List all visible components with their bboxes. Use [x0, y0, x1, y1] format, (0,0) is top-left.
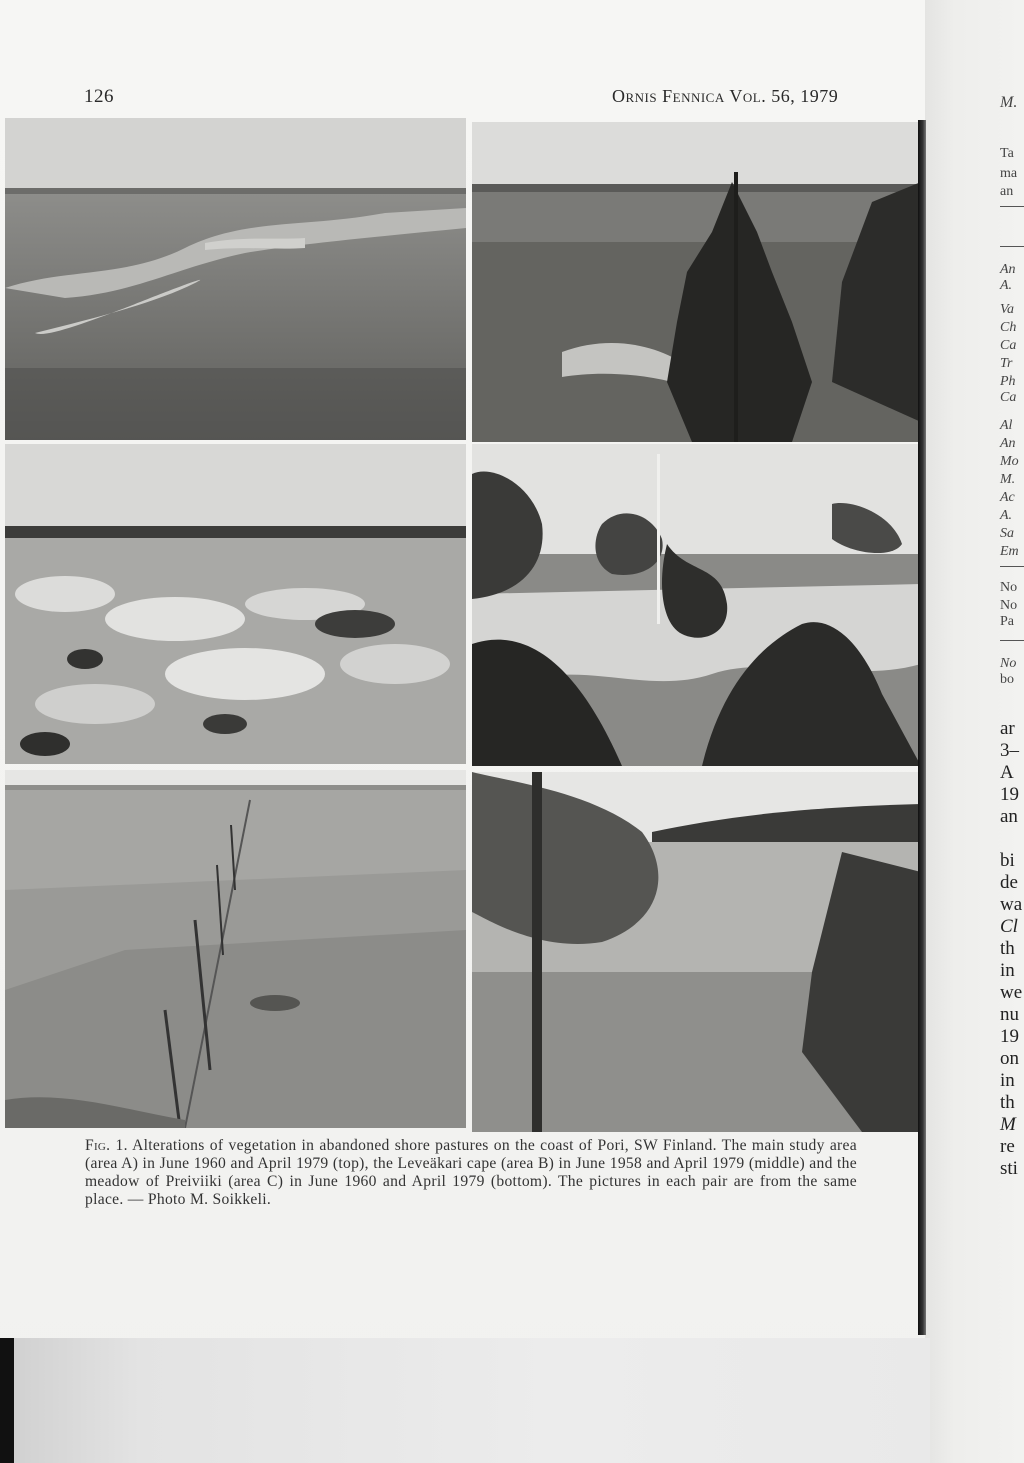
right-note-line: Pa	[1000, 614, 1014, 629]
right-footnote-line: bo	[1000, 672, 1014, 687]
page-number: 126	[84, 86, 114, 107]
right-species-line: A.	[1000, 278, 1013, 293]
right-body-line: ar	[1000, 718, 1015, 739]
photo-area-b-1958	[5, 444, 466, 764]
right-species-line: Em	[1000, 544, 1019, 559]
right-table-title-line: an	[1000, 184, 1014, 199]
right-body-line: th	[1000, 938, 1015, 959]
right-body-line: in	[1000, 1070, 1015, 1091]
photo-area-b-1979	[472, 444, 921, 766]
running-head: Ornis Fennica Vol. 56, 1979	[612, 86, 839, 106]
photo-area-a-1960	[5, 118, 466, 440]
right-species-line: Ca	[1000, 390, 1017, 405]
right-header-fragment: M.	[1000, 94, 1018, 111]
right-body-line: Cl	[1000, 916, 1018, 937]
right-species-line: Ch	[1000, 320, 1017, 335]
right-body-line: de	[1000, 872, 1018, 893]
right-species-line: Mo	[1000, 454, 1019, 469]
right-body-line: an	[1000, 806, 1018, 827]
right-body-line: nu	[1000, 1004, 1019, 1025]
right-table-rule	[1000, 566, 1024, 567]
right-body-line: M	[1000, 1114, 1016, 1135]
right-species-line: Tr	[1000, 356, 1013, 371]
right-body-line: in	[1000, 960, 1015, 981]
figure-caption	[85, 1137, 857, 1209]
photo-area-c-1979	[472, 772, 921, 1132]
right-table-title-line: ma	[1000, 166, 1018, 181]
figure-caption-text: Alterations of vegetation in abandoned shore pastures on the coast of Pori, SW Finland. The main study area (area A) in June 1960 and April 1979 (top), the Leveäkari cape (area B) in June 1958 and April 1979 (middle) and the meadow of Preiviiki (area C) in June 1960 and April 1979 (bottom). The pictures in each pair are from the same place. — Photo M. Soikkeli.	[85, 1137, 857, 1208]
photo-area-c-1960	[5, 770, 466, 1128]
right-species-line: Al	[1000, 418, 1013, 433]
right-body-line: re	[1000, 1136, 1015, 1157]
right-body-line: on	[1000, 1048, 1019, 1069]
right-body-line: bi	[1000, 850, 1015, 871]
book-spine-shadow	[918, 120, 926, 1335]
right-species-line: Ph	[1000, 374, 1016, 389]
right-species-line: A.	[1000, 508, 1013, 523]
right-footnote-line: No	[1000, 656, 1017, 671]
right-species-line: M.	[1000, 472, 1016, 487]
right-body-line: we	[1000, 982, 1023, 1003]
right-body-line: A	[1000, 762, 1014, 783]
right-species-line: An	[1000, 262, 1016, 277]
right-table-rule	[1000, 206, 1024, 207]
right-table-rule	[1000, 640, 1024, 641]
right-body-line: 19	[1000, 784, 1019, 805]
right-body-line: 3–	[1000, 740, 1019, 761]
right-table-rule	[1000, 246, 1024, 247]
right-species-line: An	[1000, 436, 1016, 451]
photo-area-a-1979	[472, 122, 921, 442]
scan-shadow-bottom	[0, 1338, 930, 1463]
right-body-line: sti	[1000, 1158, 1018, 1179]
right-note-line: No	[1000, 580, 1018, 595]
right-body-line: th	[1000, 1092, 1015, 1113]
right-note-line: No	[1000, 598, 1018, 613]
right-species-line: Sa	[1000, 526, 1014, 541]
figure-label: Fig. 1.	[85, 1137, 128, 1154]
right-table-title-line: Ta	[1000, 146, 1014, 161]
right-species-line: Va	[1000, 302, 1014, 317]
right-body-line: wa	[1000, 894, 1023, 915]
right-species-line: Ac	[1000, 490, 1015, 505]
right-body-line: 19	[1000, 1026, 1019, 1047]
scan-edge-bar	[0, 1338, 14, 1463]
right-species-line: Ca	[1000, 338, 1017, 353]
